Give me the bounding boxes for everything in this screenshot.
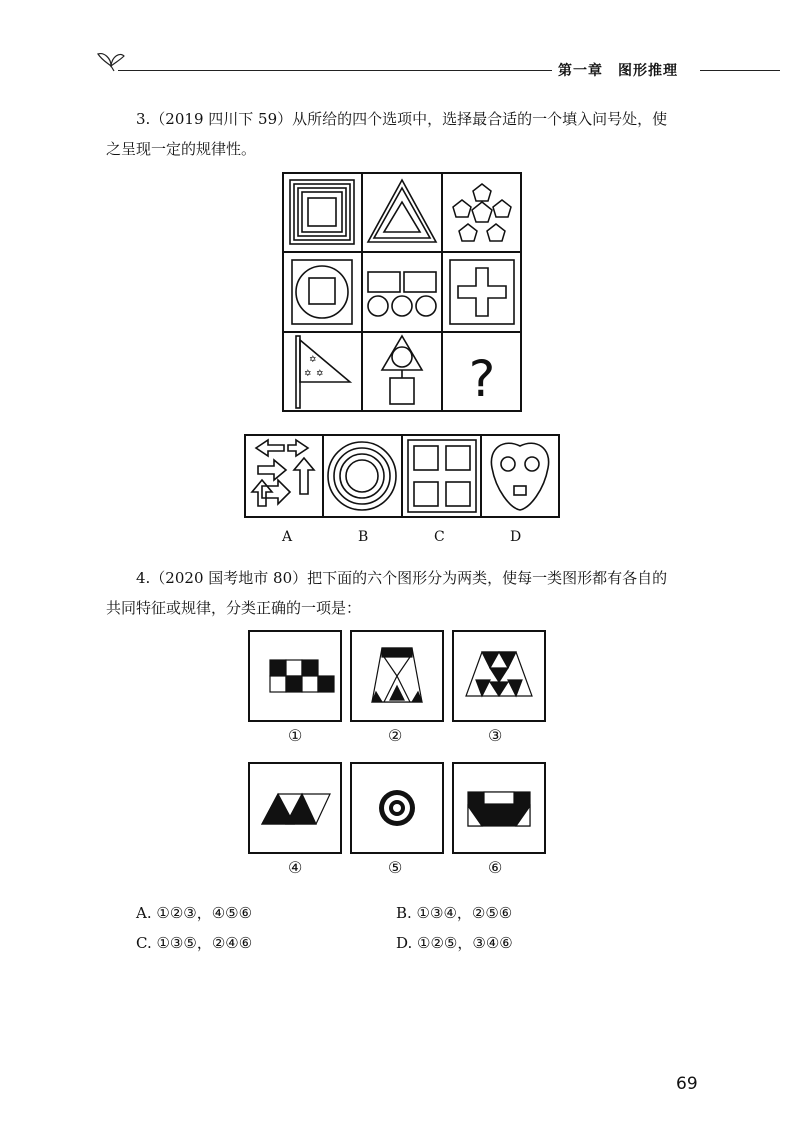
question-4-text: [106, 563, 706, 623]
option-b-label: B: [358, 529, 369, 545]
figure-6-label: ⑥: [488, 858, 503, 877]
figure-1-label: ①: [288, 726, 303, 745]
circle-square-figure: [292, 260, 352, 324]
page-number: 69: [676, 1074, 698, 1094]
leaf-icon: [96, 44, 126, 72]
nested-triangles-figure: [368, 180, 436, 242]
option-d-label: D: [510, 529, 522, 545]
figure-2-label: ②: [388, 726, 403, 745]
nested-squares-figure: [290, 180, 354, 244]
option-b-concentric-circles-figure: [328, 442, 396, 510]
answer-c[interactable]: C. ①③⑤，②④⑥: [136, 934, 253, 952]
option-a-arrows-figure: [252, 440, 314, 506]
figure-1-checker: [248, 630, 342, 722]
option-c-label: C: [434, 529, 445, 545]
figure-5-target: [350, 762, 444, 854]
question-3-grid: [282, 172, 522, 412]
svg-text:✡: ✡: [309, 355, 317, 365]
svg-text:✡: ✡: [304, 369, 312, 379]
question-mark: ?: [468, 350, 496, 408]
question-3-line-2: 之呈现一定的规律性。: [106, 140, 257, 158]
figure-6-rect-triangles: [452, 762, 546, 854]
question-3-text: [106, 104, 706, 164]
question-3-line-1: 3.（2019 四川下 59）从所给的四个选项中，选择最合适的一个填入问号处，使: [136, 110, 668, 128]
answer-a[interactable]: A. ①②③，④⑤⑥: [136, 904, 253, 922]
figure-3-label: ③: [488, 726, 503, 745]
triangle-square-figure: [382, 336, 422, 404]
flag-figure: [296, 336, 350, 408]
chapter-title: 第一章 图形推理: [552, 60, 684, 80]
header-rule-right: [700, 70, 780, 71]
figure-4-triangles: [248, 762, 342, 854]
question-4-line-2: 共同特征或规律，分类正确的一项是：: [106, 599, 362, 617]
question-3-options: [244, 434, 560, 518]
answer-b[interactable]: B. ①③④，②⑤⑥: [396, 904, 513, 922]
figure-4-label: ④: [288, 858, 303, 877]
option-d-face-figure: [491, 443, 548, 510]
cross-square-figure: [450, 260, 514, 324]
figure-2-hourglass: [350, 630, 444, 722]
option-c-four-squares-figure: [408, 440, 476, 512]
figure-5-label: ⑤: [388, 858, 403, 877]
pentagon-flower-figure: [453, 184, 511, 241]
answer-d[interactable]: D. ①②⑤，③④⑥: [396, 934, 513, 952]
rects-circles-figure: [368, 272, 436, 316]
option-a-label: A: [282, 529, 293, 545]
svg-text:✡: ✡: [316, 369, 324, 379]
figure-3-trapezoid-pattern: [452, 630, 546, 722]
question-4-line-1: 4.（2020 国考地市 80）把下面的六个图形分为两类，使每一类图形都有各自的: [136, 569, 668, 587]
